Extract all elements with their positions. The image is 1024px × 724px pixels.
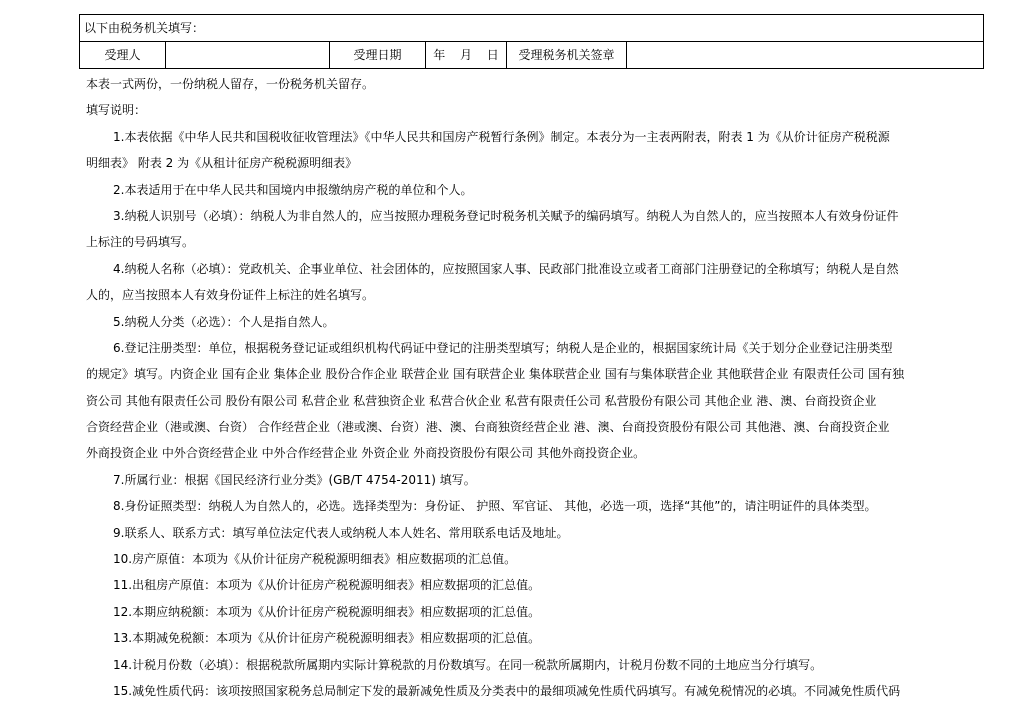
instruction-line: 人的，应当按照本人有效身份证件上标注的姓名填写。: [86, 288, 375, 303]
stamp-field[interactable]: [627, 42, 984, 69]
instruction-line: 13.本期减免税额：本项为《从价计征房产税税源明细表》相应数据项的汇总值。: [113, 631, 541, 646]
instruction-line: 1.本表依据《中华人民共和国税收征收管理法》《中华人民共和国房产税暂行条例》制定。本表分为一主表两附表，附表 1 为《从价计征房产税税源: [113, 129, 890, 144]
tax-authority-table: [79, 14, 984, 69]
receiver-field[interactable]: [166, 42, 330, 69]
instruction-line: 上标注的号码填写。: [86, 235, 195, 250]
instruction-line: 5.纳税人分类（必选）：个人是指自然人。: [113, 314, 335, 329]
instruction-line: 4.纳税人名称（必填）：党政机关、企事业单位、社会团体的，应按照国家人事、民政部门批准设立或者工商部门注册登记的全称填写；纳税人是自然: [113, 261, 899, 276]
instruction-line: 外商投资企业 中外合资经营企业 中外合作经营企业 外资企业 外商投资股份有限公司 其他外商投资企业。: [86, 446, 646, 461]
instruction-line: 6.登记注册类型：单位，根据税务登记证或组织机构代码证中登记的注册类型填写；纳税人是企业的，根据国家统计局《关于划分企业登记注册类型: [113, 340, 893, 355]
instruction-line: 8.身份证照类型：纳税人为自然人的，必选。选择类型为：身份证、 护照、军官证、 其他，必选一项，选择“其他”的，请注明证件的具体类型。: [113, 499, 877, 514]
instruction-line: 15.减免性质代码：该项按照国家税务总局制定下发的最新减免性质及分类表中的最细项减免性质代码填写。有减免税情况的必填。不同减免性质代码: [113, 683, 901, 698]
instruction-line: 14.计税月份数（必填）：根据税款所属期内实际计算税款的月份数填写。在同一税款所属期内，计税月份数不同的土地应当分行填写。: [113, 657, 823, 672]
instruction-line: 7.所属行业：根据《国民经济行业分类》(GB/T 4754-2011) 填写。: [113, 472, 476, 487]
instruction-line: 12.本期应纳税额：本项为《从价计征房产税税源明细表》相应数据项的汇总值。: [113, 604, 541, 619]
instruction-line: 3.纳税人识别号（必填）：纳税人为非自然人的，应当按照办理税务登记时税务机关赋予的编码填写。纳税人为自然人的，应当按照本人有效身份证件: [113, 208, 899, 223]
stamp-label: 受理税务机关签章: [507, 42, 627, 69]
instruction-line: 10.房产原值：本项为《从价计征房产税税源明细表》相应数据项的汇总值。: [113, 552, 517, 567]
instruction-line: 9.联系人、联系方式：填写单位法定代表人或纳税人本人姓名、常用联系电话及地址。: [113, 525, 569, 540]
instruction-line: 资公司 其他有限责任公司 股份有限公司 私营企业 私营独资企业 私营合伙企业 私营有限责任公司 私营股份有限公司 其他企业 港、澳、台商投资企业: [86, 393, 877, 408]
copies-note: 本表一式两份，一份纳税人留存，一份税务机关留存。: [86, 77, 375, 91]
date-month-label: 月: [453, 42, 480, 69]
instruction-line: 的规定》填写。内资企业 国有企业 集体企业 股份合作企业 联营企业 国有联营企业 集体联营企业 国有与集体联营企业 其他联营企业 有限责任公司 国有独: [86, 367, 905, 382]
table-row: [80, 42, 984, 69]
instruction-line: 明细表》 附表 2 为《从租计征房产税税源明细表》: [86, 156, 358, 171]
date-day-label: 日: [480, 42, 507, 69]
receiver-label: 受理人: [80, 42, 166, 69]
table-header-row: [80, 15, 984, 42]
date-label: 受理日期: [330, 42, 426, 69]
instructions-section: [86, 71, 952, 704]
tax-authority-header: 以下由税务机关填写：: [80, 15, 984, 42]
instruction-line: 合资经营企业（港或澳、台资） 合作经营企业（港或澳、台资）港、澳、台商独资经营企业 港、澳、台商投资股份有限公司 其他港、澳、台商投资企业: [86, 420, 890, 435]
instructions-title: 填写说明：: [86, 103, 147, 118]
date-year-label: 年: [426, 42, 453, 69]
instruction-line: 2.本表适用于在中华人民共和国境内申报缴纳房产税的单位和个人。: [113, 182, 473, 197]
instruction-line: 11.出租房产原值：本项为《从价计征房产税税源明细表》相应数据项的汇总值。: [113, 578, 541, 593]
